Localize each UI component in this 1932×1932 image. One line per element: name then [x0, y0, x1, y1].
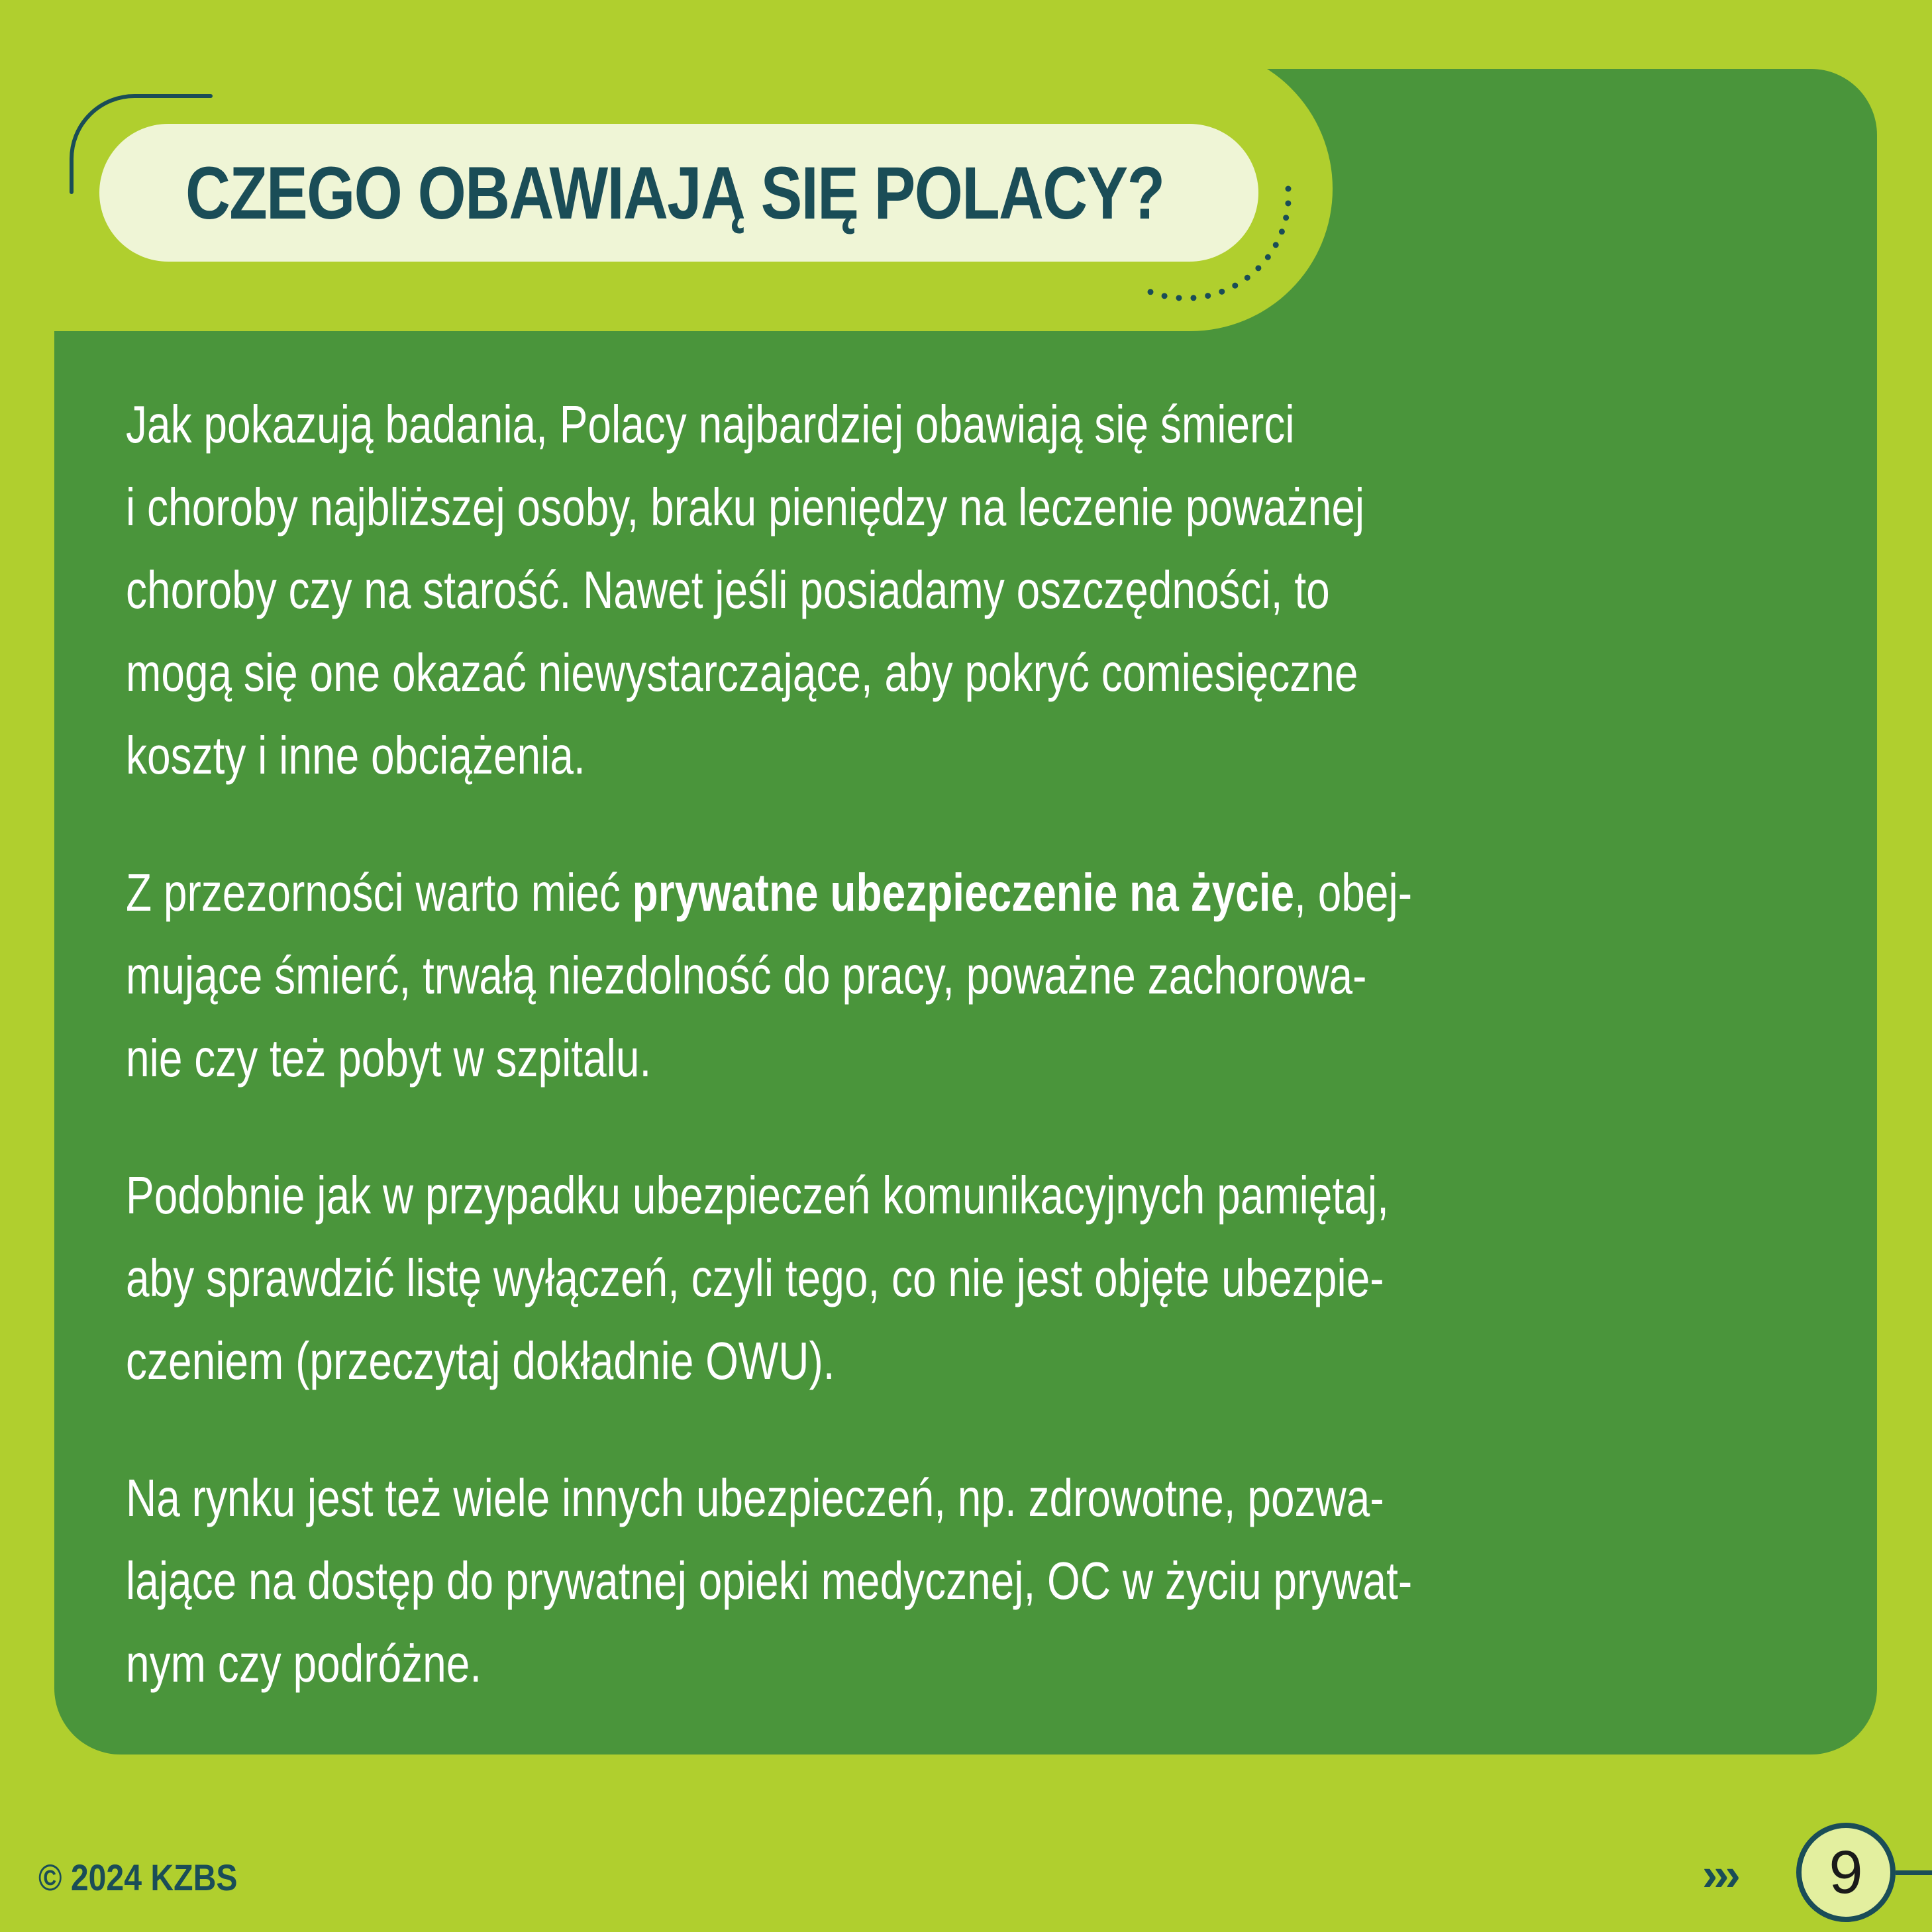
highlighted-phrase: prywatne ubezpieczenie na życie	[632, 863, 1295, 922]
text-line: i choroby najbliższej osoby, braku pieniędzy na leczenie poważnej	[126, 478, 1365, 536]
paragraph-2	[126, 851, 1493, 1099]
chevron-right-icon[interactable]: ›››	[1702, 1849, 1737, 1900]
page-indicator-line	[1896, 1870, 1932, 1875]
page-title: CZEGO OBAWIAJĄ SIĘ POLACY?	[185, 151, 1164, 234]
text-line: mujące śmierć, trwałą niezdolność do pracy, poważne zachorowa-	[126, 946, 1367, 1005]
body-text	[126, 383, 1835, 1759]
paragraph-1	[126, 383, 1493, 797]
text-line: choroby czy na starość. Nawet jeśli posiadamy oszczędności, to	[126, 560, 1330, 619]
text-line: Jak pokazują badania, Polacy najbardziej obawiają się śmierci	[126, 395, 1295, 454]
text-line: mogą się one okazać niewystarczające, aby pokryć comiesięczne	[126, 643, 1358, 702]
paragraph-3	[126, 1154, 1493, 1402]
text-line: lające na dostęp do prywatnej opieki medycznej, OC w życiu prywat-	[126, 1551, 1413, 1610]
page-number: 9	[1829, 1838, 1863, 1906]
text-segment: , obej-	[1294, 863, 1413, 922]
title-pill	[99, 124, 1258, 262]
paragraph-4	[126, 1456, 1493, 1705]
text-line: nym czy podróżne.	[126, 1634, 482, 1693]
text-line	[126, 851, 1493, 934]
page-number-badge	[1796, 1823, 1896, 1922]
text-line: nie czy też pobyt w szpitalu.	[126, 1029, 652, 1088]
copyright-text: © 2024 KZBS	[38, 1856, 238, 1898]
text-segment: Z przezorności warto mieć	[126, 863, 633, 922]
text-line: czeniem (przeczytaj dokładnie OWU).	[126, 1331, 835, 1390]
text-line: Na rynku jest też wiele innych ubezpieczeń, np. zdrowotne, pozwa-	[126, 1468, 1384, 1527]
text-line: Podobnie jak w przypadku ubezpieczeń komunikacyjnych pamiętaj,	[126, 1166, 1389, 1225]
text-line: koszty i inne obciążenia.	[126, 726, 585, 785]
text-line: aby sprawdzić listę wyłączeń, czyli tego, co nie jest objęte ubezpie-	[126, 1248, 1384, 1307]
